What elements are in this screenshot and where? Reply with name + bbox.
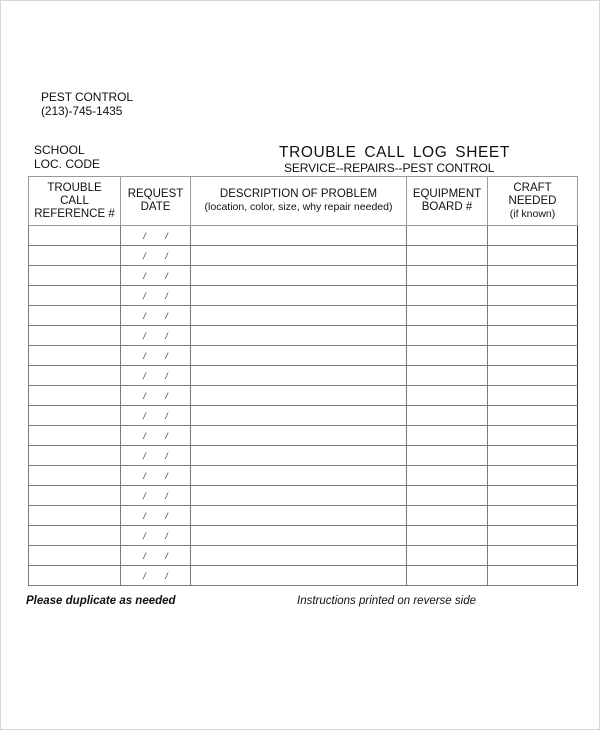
date-separator: / [165,470,168,481]
equipment-board-cell[interactable] [407,466,488,486]
date-separator: / [165,450,168,461]
reference-cell[interactable] [29,306,121,326]
date-separator: / [165,570,168,581]
col-header-text: (if known) [509,207,556,220]
description-cell[interactable] [191,286,407,306]
request-date-cell[interactable] [121,246,191,266]
col-header-text: TROUBLE [47,181,102,194]
date-separator: / [165,550,168,561]
description-cell[interactable] [191,246,407,266]
craft-needed-cell[interactable] [488,486,578,506]
date-separator: / [165,370,168,381]
craft-needed-cell[interactable] [488,286,578,306]
craft-needed-cell[interactable] [488,446,578,466]
org-name: PEST CONTROL [41,90,133,104]
equipment-board-cell[interactable] [407,446,488,466]
craft-needed-cell[interactable] [488,526,578,546]
date-separator: / [165,510,168,521]
col-header-text: DATE [140,201,171,213]
date-separator: / [143,290,146,301]
date-separator: / [165,430,168,441]
equipment-board-cell[interactable] [407,246,488,266]
craft-needed-cell[interactable] [488,326,578,346]
craft-needed-cell[interactable] [488,506,578,526]
col-header-text: REQUEST [127,188,184,200]
col-header-text: BOARD # [421,201,473,213]
date-separator: / [143,370,146,381]
reference-cell[interactable] [29,446,121,466]
date-separator: / [143,270,146,281]
date-separator: / [165,250,168,261]
col-header-equipment-board [407,177,488,226]
equipment-board-cell[interactable] [407,366,488,386]
table-row [29,526,578,546]
equipment-board-cell[interactable] [407,506,488,526]
description-cell[interactable] [191,526,407,546]
table-row [29,306,578,326]
date-separator: / [143,450,146,461]
request-date-cell[interactable] [121,366,191,386]
col-header-text: CRAFT [513,181,552,194]
date-separator: / [143,550,146,561]
date-separator: / [165,530,168,541]
equipment-board-cell[interactable] [407,286,488,306]
reference-cell[interactable] [29,406,121,426]
date-separator: / [165,230,168,241]
description-cell[interactable] [191,346,407,366]
request-date-cell[interactable] [121,426,191,446]
table-row [29,266,578,286]
description-cell[interactable] [191,406,407,426]
table-row [29,566,578,586]
equipment-board-cell[interactable] [407,346,488,366]
description-cell[interactable] [191,566,407,586]
table-row [29,346,578,366]
col-header-text: DESCRIPTION OF PROBLEM [219,188,378,200]
school-label-line2: LOC. CODE [34,157,101,171]
reference-cell[interactable] [29,326,121,346]
date-separator: / [143,570,146,581]
craft-needed-cell[interactable] [488,266,578,286]
description-cell[interactable] [191,466,407,486]
equipment-board-cell[interactable] [407,426,488,446]
table-body [29,226,578,586]
date-separator: / [143,310,146,321]
description-cell[interactable] [191,326,407,346]
craft-needed-cell[interactable] [488,466,578,486]
request-date-cell[interactable] [121,386,191,406]
date-separator: / [143,250,146,261]
request-date-cell[interactable] [121,226,191,246]
craft-needed-cell[interactable] [488,246,578,266]
request-date-cell[interactable] [121,286,191,306]
reference-cell[interactable] [29,226,121,246]
craft-needed-cell[interactable] [488,366,578,386]
equipment-board-cell[interactable] [407,386,488,406]
reference-cell[interactable] [29,506,121,526]
description-cell[interactable] [191,506,407,526]
table-row [29,406,578,426]
equipment-board-cell[interactable] [407,566,488,586]
table-row [29,286,578,306]
table-row [29,506,578,526]
table-row [29,486,578,506]
date-separator: / [165,490,168,501]
craft-needed-cell[interactable] [488,306,578,326]
date-separator: / [143,530,146,541]
page-subtitle: SERVICE--REPAIRS--PEST CONTROL [284,161,495,175]
date-separator: / [143,390,146,401]
equipment-board-cell[interactable] [407,326,488,346]
date-separator: / [143,410,146,421]
description-cell[interactable] [191,226,407,246]
request-date-cell[interactable] [121,306,191,326]
request-date-cell[interactable] [121,506,191,526]
request-date-cell[interactable] [121,486,191,506]
reference-cell[interactable] [29,286,121,306]
description-cell[interactable] [191,366,407,386]
organization-block [41,90,133,118]
table-header-row [29,177,578,226]
col-header-description [191,177,407,226]
equipment-board-cell[interactable] [407,406,488,426]
reference-cell[interactable] [29,546,121,566]
request-date-cell[interactable] [121,266,191,286]
description-cell[interactable] [191,306,407,326]
col-header-reference [29,177,121,226]
reference-cell[interactable] [29,466,121,486]
date-separator: / [143,470,146,481]
table-row [29,326,578,346]
craft-needed-cell[interactable] [488,566,578,586]
col-header-text: (location, color, size, why repair needed) [204,201,393,213]
request-date-cell[interactable] [121,346,191,366]
craft-needed-cell[interactable] [488,226,578,246]
table-row [29,366,578,386]
craft-needed-cell[interactable] [488,406,578,426]
craft-needed-cell[interactable] [488,346,578,366]
reference-cell[interactable] [29,426,121,446]
description-cell[interactable] [191,426,407,446]
date-separator: / [143,430,146,441]
date-separator: / [143,510,146,521]
table-row [29,466,578,486]
reference-cell[interactable] [29,486,121,506]
description-cell[interactable] [191,386,407,406]
date-separator: / [165,410,168,421]
page-title: TROUBLE CALL LOG SHEET [279,144,510,161]
table-row [29,226,578,246]
date-separator: / [143,490,146,501]
instructions-note: Instructions printed on reverse side [297,595,476,607]
description-cell[interactable] [191,446,407,466]
request-date-cell[interactable] [121,526,191,546]
description-cell[interactable] [191,486,407,506]
date-separator: / [165,390,168,401]
date-separator: / [165,270,168,281]
equipment-board-cell[interactable] [407,226,488,246]
craft-needed-cell[interactable] [488,386,578,406]
table-row [29,386,578,406]
description-cell[interactable] [191,546,407,566]
table-row [29,246,578,266]
request-date-cell[interactable] [121,326,191,346]
col-header-request-date [121,177,191,226]
reference-cell[interactable] [29,526,121,546]
col-header-text: NEEDED [508,194,557,207]
request-date-cell[interactable] [121,406,191,426]
equipment-board-cell[interactable] [407,526,488,546]
reference-cell[interactable] [29,386,121,406]
col-header-craft-needed [488,177,578,226]
date-separator: / [143,330,146,341]
table-row [29,426,578,446]
reference-cell[interactable] [29,346,121,366]
craft-needed-cell[interactable] [488,546,578,566]
craft-needed-cell[interactable] [488,426,578,446]
reference-cell[interactable] [29,266,121,286]
date-separator: / [165,310,168,321]
school-loc-code-label [34,143,100,171]
equipment-board-cell[interactable] [407,306,488,326]
equipment-board-cell[interactable] [407,266,488,286]
request-date-cell[interactable] [121,446,191,466]
equipment-board-cell[interactable] [407,546,488,566]
col-header-text: REFERENCE # [34,207,115,220]
org-phone: (213)-745-1435 [41,104,123,118]
table-row [29,446,578,466]
date-separator: / [165,330,168,341]
equipment-board-cell[interactable] [407,486,488,506]
date-separator: / [165,290,168,301]
reference-cell[interactable] [29,366,121,386]
date-separator: / [165,350,168,361]
trouble-call-log-table [28,176,578,586]
col-header-text: EQUIPMENT [412,188,482,200]
col-header-text: CALL [60,194,89,207]
request-date-cell[interactable] [121,566,191,586]
date-separator: / [143,230,146,241]
duplicate-note: Please duplicate as needed [26,595,176,607]
request-date-cell[interactable] [121,546,191,566]
description-cell[interactable] [191,266,407,286]
reference-cell[interactable] [29,566,121,586]
table-row [29,546,578,566]
date-separator: / [143,350,146,361]
reference-cell[interactable] [29,246,121,266]
request-date-cell[interactable] [121,466,191,486]
school-label-line1: SCHOOL [34,143,85,157]
